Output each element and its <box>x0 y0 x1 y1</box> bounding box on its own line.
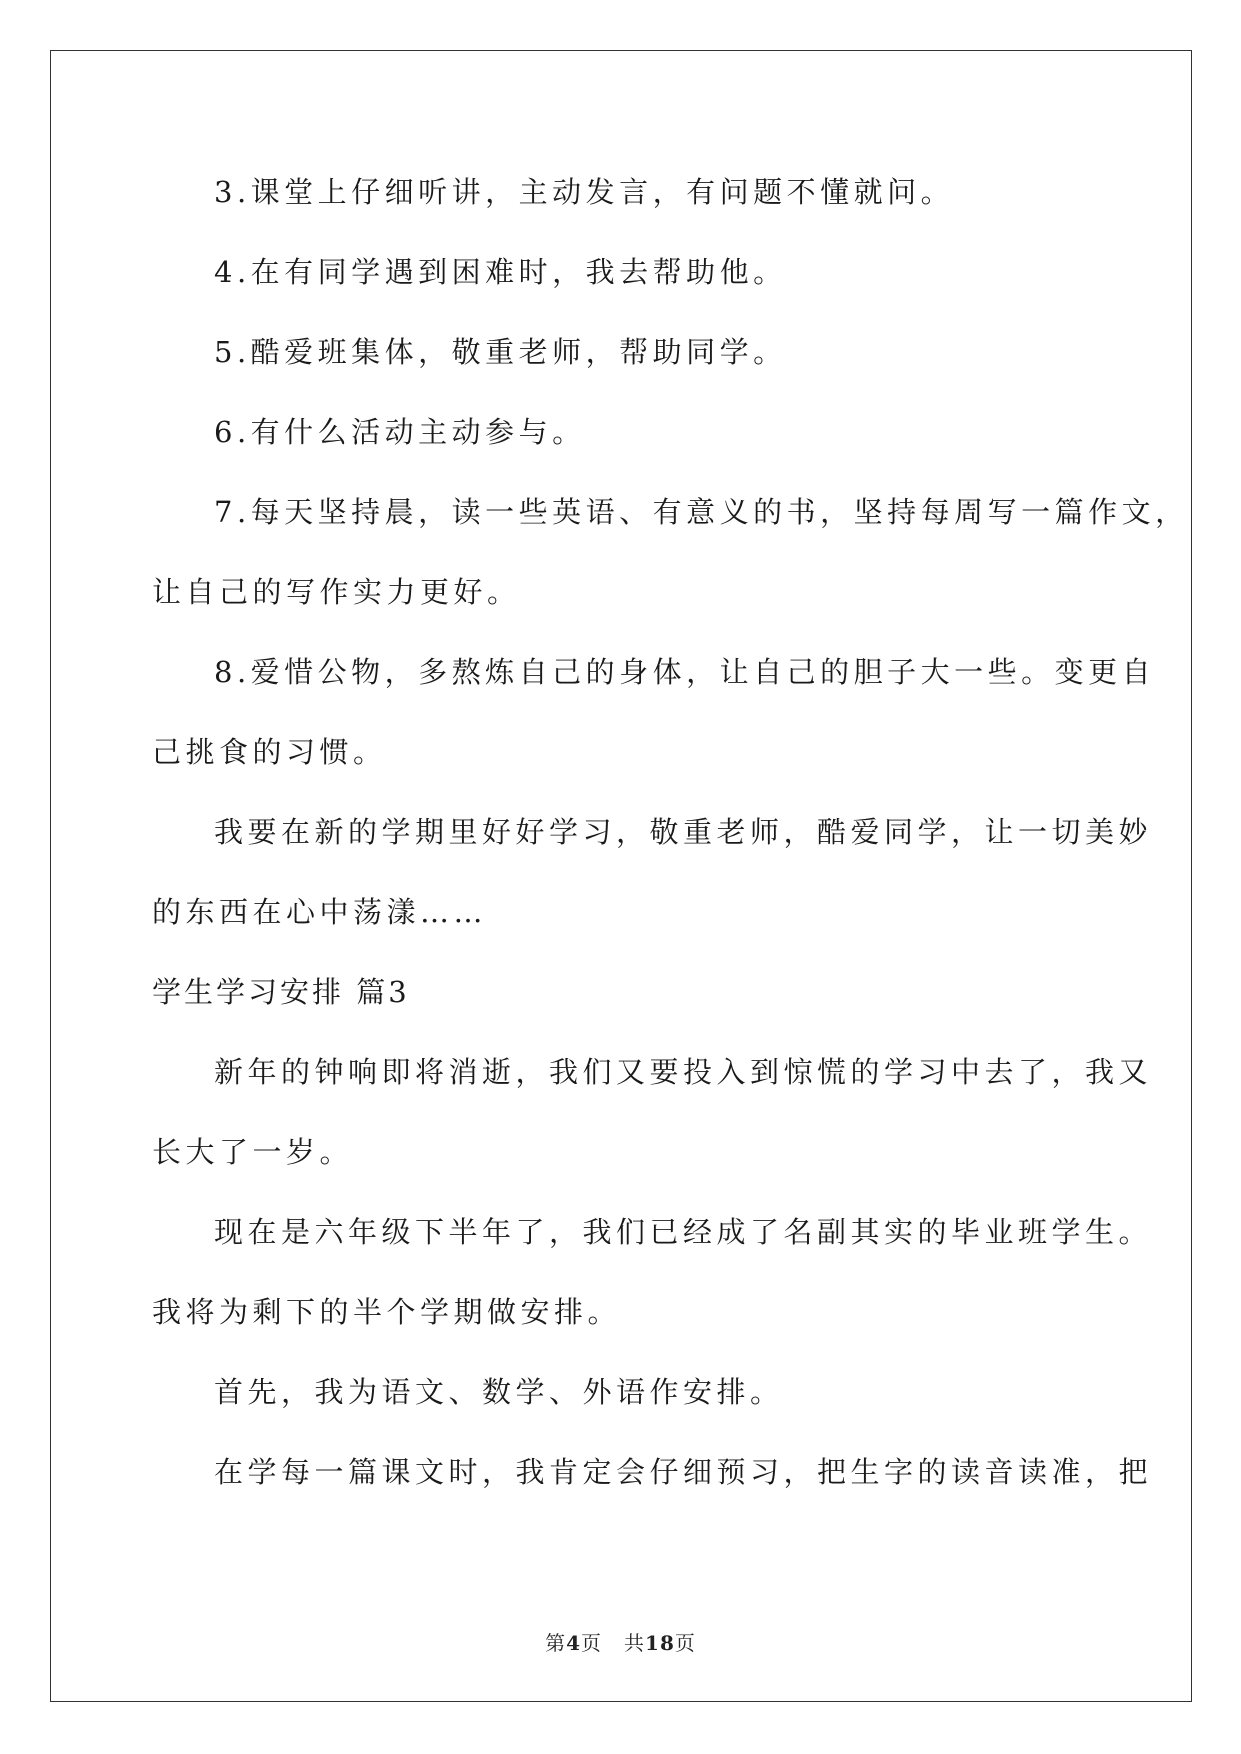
list-item-3: 3.课堂上仔细听讲，主动发言，有问题不懂就问。 <box>214 175 955 209</box>
paragraph-line: 的东西在心中荡漾…… <box>152 895 488 929</box>
section-heading: 学生学习安排 篇3 <box>152 975 410 1009</box>
total-prefix: 共 <box>624 1631 646 1655</box>
paragraph-line: 我将为剩下的半个学期做安排。 <box>152 1295 622 1329</box>
list-item-6: 6.有什么活动主动参与。 <box>214 415 586 449</box>
page-suffix: 页 <box>581 1631 603 1655</box>
list-item-8: 8.爱惜公物，多熬炼自己的身体，让自己的胆子大一些。变更自 <box>214 655 1156 689</box>
list-item-4: 4.在有同学遇到困难时，我去帮助他。 <box>214 255 787 289</box>
paragraph-line: 首先，我为语文、数学、外语作安排。 <box>214 1375 784 1409</box>
page-footer <box>0 1630 1241 1656</box>
paragraph-line: 长大了一岁。 <box>152 1135 354 1169</box>
paragraph-line: 我要在新的学期里好好学习，敬重老师，酷爱同学，让一切美妙 <box>214 815 1153 849</box>
total-pages: 18 <box>645 1631 675 1655</box>
list-item-5: 5.酷爱班集体，敬重老师，帮助同学。 <box>214 335 787 369</box>
list-item-8-continued: 己挑食的习惯。 <box>152 735 387 769</box>
paragraph-line: 现在是六年级下半年了，我们已经成了名副其实的毕业班学生。 <box>214 1215 1153 1249</box>
list-item-7: 7.每天坚持晨，读一些英语、有意义的书，坚持每周写一篇作文， <box>214 495 1189 529</box>
page-number: 4 <box>566 1631 582 1655</box>
page-prefix: 第 <box>545 1631 567 1655</box>
total-suffix: 页 <box>674 1631 696 1655</box>
paragraph-line: 新年的钟响即将消逝，我们又要投入到惊慌的学习中去了，我又 <box>214 1055 1153 1089</box>
list-item-7-continued: 让自己的写作实力更好。 <box>152 575 521 609</box>
paragraph-line: 在学每一篇课文时，我肯定会仔细预习，把生字的读音读准，把 <box>214 1455 1153 1489</box>
